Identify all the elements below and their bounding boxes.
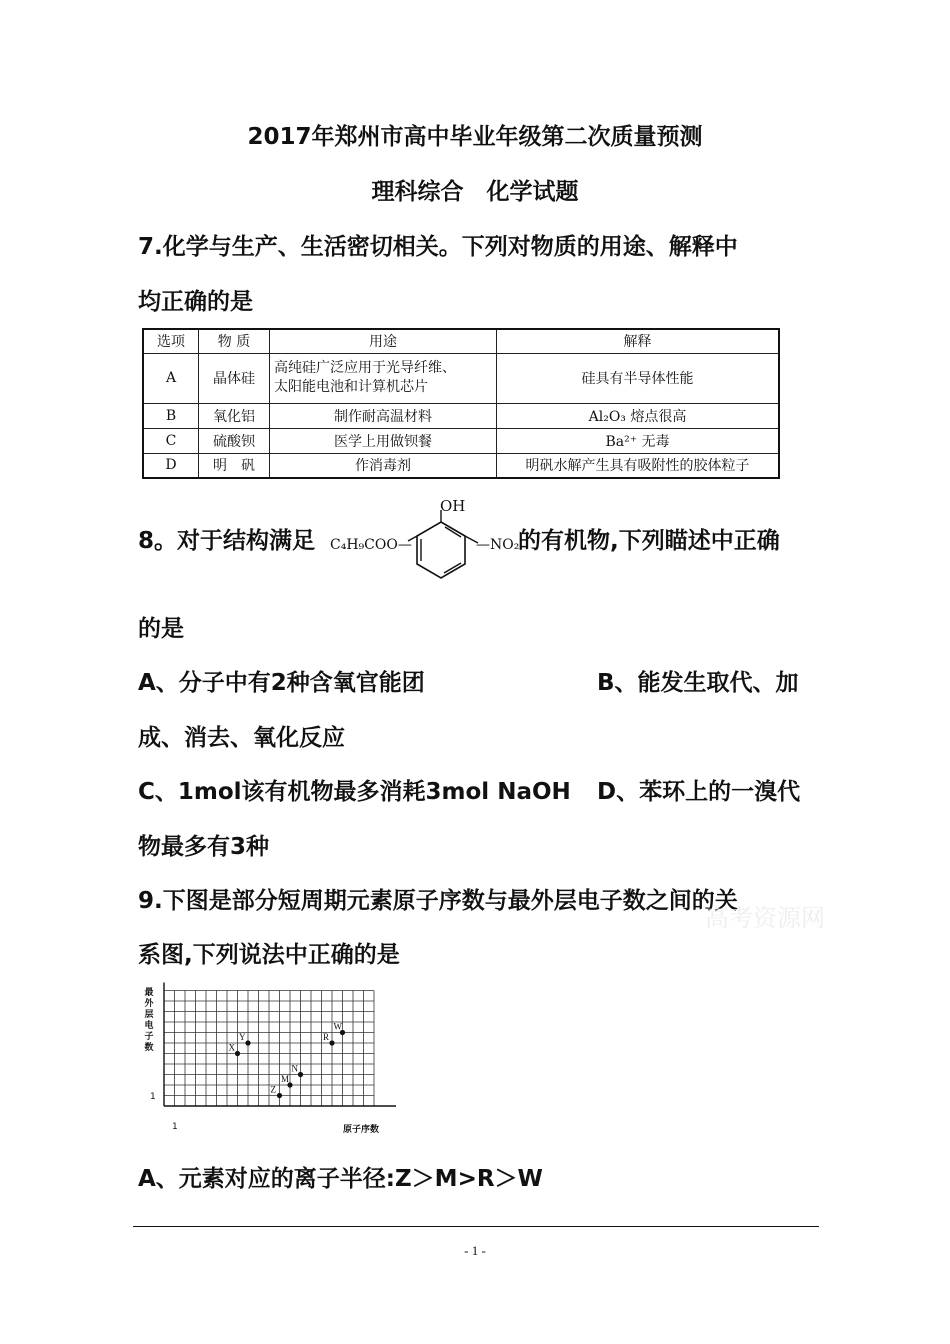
header-option: 选项: [143, 329, 199, 353]
q7-stem-line2: 均正确的是: [138, 289, 253, 315]
cell-option: D: [143, 453, 199, 478]
cell-use: 制作耐高温材料: [270, 403, 497, 428]
q8-option-b-line1: B、能发生取代、加: [597, 670, 799, 696]
cell-substance: 硫酸钡: [199, 428, 270, 453]
table-header-row: [143, 329, 779, 353]
cell-explanation: Ba²⁺ 无毒: [497, 428, 780, 453]
table-row: [143, 403, 779, 428]
q8-option-c: C、1mol该有机物最多消耗3mol NaOH: [138, 779, 571, 805]
q7-stem-line1: 7.化学与生产、生活密切相关。下列对物质的用途、解释中: [138, 234, 738, 260]
chart-y-tick-label: 1: [150, 1092, 156, 1102]
paper-subtitle: 理科综合 化学试题: [371, 179, 579, 205]
chart-x-tick-label: 1: [172, 1122, 178, 1132]
q8-stem-prefix: 8。对于结构满足: [138, 528, 316, 554]
q8-stem-suffix: 的有机物,下列瞄述中正确: [518, 528, 780, 554]
header-substance: 物 质: [199, 329, 270, 353]
oh-label: OH: [440, 497, 466, 515]
data-label-n: N: [291, 1063, 298, 1074]
footer-rule: [133, 1226, 819, 1227]
element-scatter-chart: [140, 982, 400, 1132]
cell-use: [270, 353, 497, 403]
ester-group-label: C₄H₉COO—: [330, 537, 412, 553]
header-explanation: 解释: [497, 329, 780, 353]
watermark: 高考资源网: [705, 904, 825, 932]
q9-chart: [140, 982, 400, 1135]
data-label-z: Z: [270, 1084, 276, 1095]
data-label-y: Y: [239, 1032, 246, 1042]
data-label-r: R: [323, 1032, 330, 1042]
data-label-w: W: [333, 1021, 342, 1032]
q8-option-a: A、分子中有2种含氧官能团: [138, 670, 425, 696]
cell-substance: 晶体硅: [199, 353, 270, 403]
data-point-z: [277, 1093, 282, 1098]
table-row: [143, 353, 779, 403]
header-use: 用途: [270, 329, 497, 353]
cell-option: B: [143, 403, 199, 428]
cell-use-line1: 高纯硅广泛应用于光导纤维、: [274, 360, 456, 376]
cell-explanation: 明矾水解产生具有吸附性的胶体粒子: [497, 453, 780, 478]
cell-option: C: [143, 428, 199, 453]
data-point-n: [298, 1072, 303, 1077]
benzene-ring: [417, 522, 465, 578]
cell-substance: 氧化铝: [199, 403, 270, 428]
cell-substance: 明 矾: [199, 453, 270, 478]
data-point-r: [329, 1040, 334, 1045]
paper-title: 2017年郑州市高中毕业年级第二次质量预测: [247, 124, 703, 150]
data-label-m: M: [281, 1074, 290, 1084]
cell-use: 医学上用做钡餐: [270, 428, 497, 453]
q8-stem-line2: 的是: [138, 616, 184, 642]
q9-stem-line2: 系图,下列说法中正确的是: [138, 942, 400, 968]
cell-option: A: [143, 353, 199, 403]
q9-option-a: A、元素对应的离子半径:Z＞M>R＞W: [138, 1166, 543, 1192]
nitro-group-label: —NO₂: [476, 537, 520, 553]
cell-use-line2: 太阳能电池和计算机芯片: [274, 379, 428, 395]
data-point-y: [245, 1040, 250, 1045]
data-label-x: X: [228, 1042, 235, 1053]
cell-explanation: Al₂O₃ 熔点很高: [497, 403, 780, 428]
q9-stem-line1: 9.下图是部分短周期元素原子序数与最外层电子数之间的关: [138, 888, 738, 914]
cell-use: 作消毒剂: [270, 453, 497, 478]
cell-explanation: 硅具有半导体性能: [497, 353, 780, 403]
table-row: [143, 453, 779, 478]
page-number: - 1 -: [464, 1243, 486, 1258]
q8-option-b-line2: 成、消去、氧化反应: [138, 725, 345, 751]
table-row: [143, 428, 779, 453]
q8-option-d-line2: 物最多有3种: [138, 834, 270, 860]
data-point-x: [235, 1051, 240, 1056]
chart-x-axis-label: 原子序数: [343, 1125, 380, 1135]
chart-y-axis-label: 最 外 层 电 子 数: [144, 988, 154, 1053]
q7-options-table: [142, 328, 780, 479]
q8-option-d-line1: D、苯环上的一溴代: [597, 779, 801, 805]
